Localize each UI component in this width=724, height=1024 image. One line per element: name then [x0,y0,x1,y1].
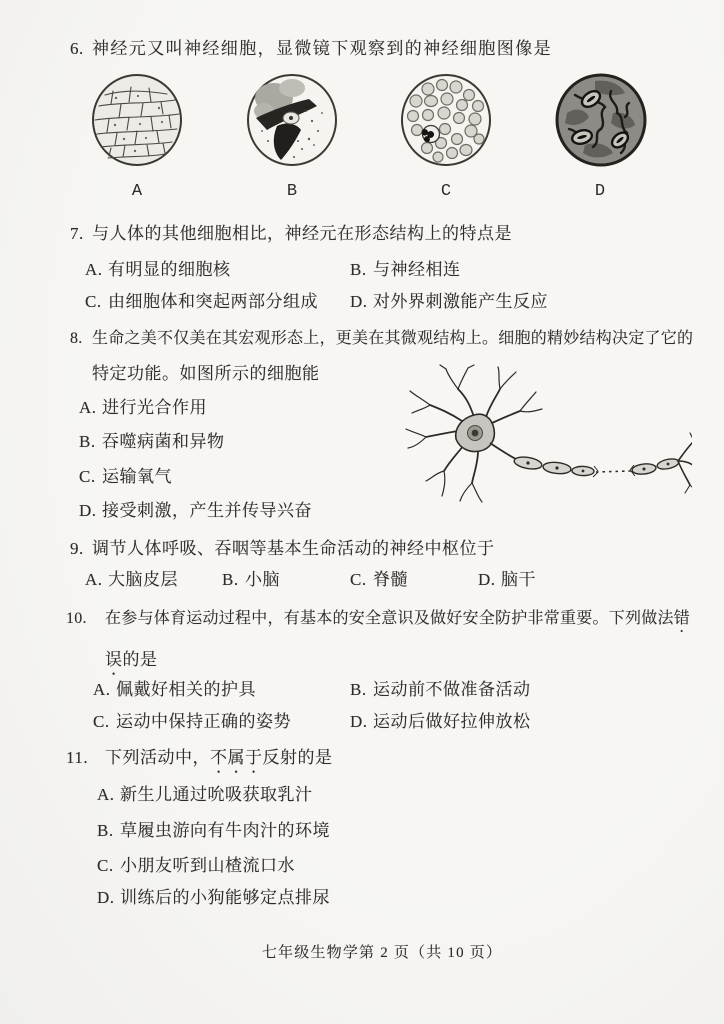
question-8-text-line1: 生命之美不仅美在其宏观形态上，更美在其微观结构上。细胞的精妙结构决定了它的 [92,330,694,347]
question-8-option-d: D. 接受刺激，产生并传导兴奋 [79,501,312,520]
figure-label-c: C [440,182,452,201]
question-7-text: 与人体的其他细胞相比，神经元在形态结构上的特点是 [92,224,512,243]
question-7-option-c: C. 由细胞体和突起两部分组成 [85,292,318,311]
question-7-option-b: B. 与神经相连 [350,260,461,279]
neuron-figure [402,363,692,508]
figure-label-a: A [131,182,143,201]
question-7-option-d: D. 对外界刺激能产生反应 [350,292,548,311]
question-10-option-d: D. 运动后做好拉伸放松 [350,712,531,731]
question-11-text-pre: 下列活动中， [105,748,210,767]
question-10-option-a: A. 佩戴好相关的护具 [93,680,256,699]
question-6-number: 6. [70,39,84,58]
figure-label-b: B [286,182,298,201]
question-9-option-b: B. 小脑 [222,570,280,589]
question-8-number: 8. [70,330,83,347]
question-7-stem [70,219,512,244]
question-10-option-c: C. 运动中保持正确的姿势 [93,712,291,731]
question-10-stem-line1 [66,605,690,636]
question-8-option-b: B. 吞噬病菌和异物 [79,432,225,451]
question-11-emphasis: 不属于 [210,748,263,767]
question-8-option-c: C. 运输氧气 [79,467,172,486]
question-11-option-b: B. 草履虫游向有牛肉汁的环境 [97,821,330,840]
micrograph-d-leaf-epidermis [555,73,647,167]
question-7-option-a: A. 有明显的细胞核 [85,260,231,279]
page-footer: 七年级生物学第 2 页（共 10 页） [261,945,503,961]
question-8-stem-line1 [70,325,693,348]
question-6-stem [70,34,552,59]
question-11-text-post: 反射的是 [262,748,333,767]
micrograph-c-blood-cells [400,73,492,167]
question-6-text: 神经元又叫神经细胞，显微镜下观察到的神经细胞图像是 [92,39,552,58]
question-10-text-line2: 的是 [122,650,158,669]
question-11-stem [66,743,333,777]
question-10-emphasis-1: 错 [673,610,691,627]
question-10-option-b: B. 运动前不做准备活动 [350,680,531,699]
question-10-number: 10. [66,610,87,627]
question-9-text: 调节人体呼吸、吞咽等基本生命活动的神经中枢位于 [92,539,495,558]
question-9-stem [70,534,495,559]
micrograph-b-nerve-tissue [246,73,338,167]
question-10-stem-line2 [105,645,158,679]
micrograph-a-plant-cells [91,73,183,167]
question-11-option-c: C. 小朋友听到山楂流口水 [97,856,295,875]
question-11-option-d: D. 训练后的小狗能够定点排尿 [97,888,330,907]
figure-label-d: D [594,182,606,201]
question-11-option-a: A. 新生儿通过吮吸获取乳汁 [97,785,313,804]
question-10-emphasis-2: 误 [105,650,123,669]
question-7-number: 7. [70,224,84,243]
question-8-option-a: A. 进行光合作用 [79,398,207,417]
question-9-number: 9. [70,539,84,558]
question-10-text-line1: 在参与体育运动过程中，有基本的安全意识及做好安全防护非常重要。下列做法 [105,610,674,627]
question-11-number: 11. [66,748,89,767]
question-9-option-a: A. 大脑皮层 [85,570,178,589]
question-9-option-c: C. 脊髓 [350,570,408,589]
question-9-option-d: D. 脑干 [478,570,536,589]
question-8-stem-line2 [92,359,320,384]
question-8-text-line2: 特定功能。如图所示的细胞能 [92,364,320,383]
